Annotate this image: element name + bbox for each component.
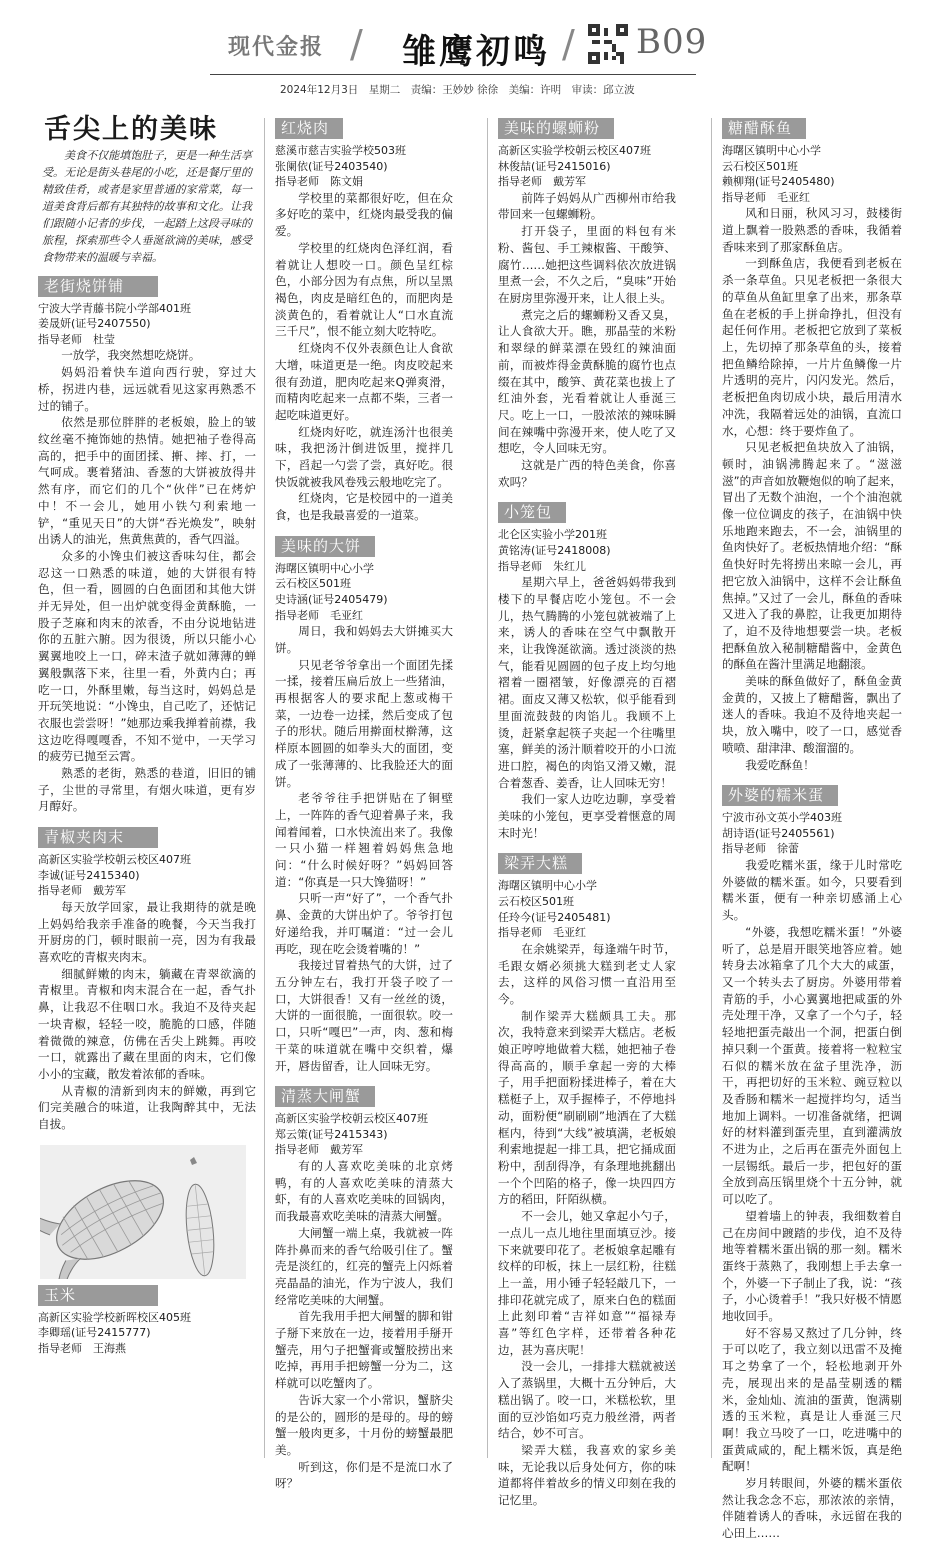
article <box>275 118 453 524</box>
school-name: 高新区实验学校朝云校区407班 <box>498 144 651 157</box>
feature-title: 舌尖上的美味 <box>44 114 218 145</box>
article-body <box>498 941 676 1509</box>
article-title: 美味的螺蛳粉 <box>498 118 614 139</box>
teacher-name: 指导老师 王海燕 <box>38 1341 126 1355</box>
paragraph: 打开袋子，里面的料包有米粉、酱包、手工辣椒酱、干酸笋、腐竹……她把这些调料依次放进锅里煮一会，不久之后，“臭味”开始在厨房里弥漫开来，让人很上头。 <box>498 224 676 305</box>
article-body <box>38 347 256 815</box>
paragraph: 没一会儿，一排排大糕就被送入了蒸锅里，大概十五分钟后，大糕出锅了。咬一口，米糕松软，里面的豆沙馅如巧克力般丝滑，两者结合，妙不可言。 <box>498 1359 676 1441</box>
school-name: 宁波大学青藤书院小学部401班 <box>38 301 191 315</box>
column-3 <box>498 118 676 1521</box>
column-divider <box>711 118 712 1458</box>
school-name: 高新区实验学校朝云校区407班 <box>38 853 191 867</box>
article-body <box>498 190 676 491</box>
article-body <box>275 623 453 1074</box>
paragraph: 一到酥鱼店，我便看到老板在杀一条草鱼。只见老板把一条很大的草鱼从鱼缸里拿了出来，那条草鱼在老板的手上拼命挣扎，但没有起任何作用。老板把它放到了菜板上，先切掉了那条草鱼的头，接着把鱼鳞给除掉，一片片鱼鳞像一片片透明的亮片，闪闪发光。然后，老板把鱼肉切成小块，最后用清水冲洗，我隔着远处的油锅，直流口水，心想：终于要炸鱼了。 <box>722 256 902 438</box>
article <box>38 276 256 815</box>
paragraph: 首先我用手把大闸蟹的脚和钳子掰下来放在一边，接着用手掰开蟹壳，用勺子把蟹膏或蟹胶捞出来吃掉，再用手把螃蟹一分为二，这样就可以吃蟹肉了。 <box>275 1309 453 1391</box>
author-name: 任玲今(证号2405481) <box>498 910 611 924</box>
paragraph: 岁月转眼间，外婆的糯米蛋依然让我念念不忘，那浓浓的亲情，伴随着诱人的香味，永远留在我的心田上…… <box>722 1476 902 1541</box>
paragraph: “外婆，我想吃糯米蛋！”外婆听了，总是眉开眼笑地答应着。她转身去冰箱拿了几个大大的咸蛋，又一个转头去了厨房。外婆用带着青筋的手，小心翼翼地把咸蛋的外壳处理干净，又拿了一个勺子，轻轻地把蛋壳敲出一个洞，把蛋白倒掉只剩一个蛋黄。接着将一粒粒宝石似的糯米放在盆子里洗净，沥干，再把切好的玉米粒、豌豆粒以及香肠和糯米一起搅拌均匀，适当地加上调料。一切准备就绪，把调好的材料灌到蛋壳里，直到灌满放不进为止，之后再在蛋壳外面包上一层锡纸。最后一步，把包好的蛋全放到高压锅里烧个十五分钟，就可以吃了。 <box>722 924 902 1207</box>
paragraph: 星期六早上，爸爸妈妈带我到楼下的早餐店吃小笼包。不一会儿，热气腾腾的小笼包就被端了上来，诱人的香味在空气中飘散开来，让我馋涎欲滴。透过淡淡的热气，能看见圆圆的包子皮上均匀地褶着一圈褶皱，好像漂亮的百褶裙。面皮又薄又松软，似乎能看到里面流鼓鼓的肉馅儿。我顾不上烫，赶紧拿起筷子夹起一个往嘴里塞，鲜美的汤汁顺着咬开的小口流进口腔，褐色的肉馅又滑又嫩，混合着葱香、姜香，让人回味无穷！ <box>498 575 676 790</box>
paragraph: 红烧肉，它是校园中的一道美食，也是我最喜爱的一道菜。 <box>275 491 453 523</box>
article-byline <box>38 301 256 348</box>
teacher-name: 指导老师 毛亚红 <box>498 926 586 940</box>
paragraph: 前阵子妈妈从广西柳州市给我带回来一包螺蛳粉。 <box>498 190 676 222</box>
paragraph: 大闸蟹一端上桌，我就被一阵阵扑鼻而来的香气给吸引住了。蟹壳是淡红的，红亮的蟹壳上闪烁着亮晶晶的油光，作为宁波人，我们经常吃美味的大闸蟹。 <box>275 1225 453 1307</box>
column-1 <box>38 114 256 1369</box>
paragraph: 好不容易又熬过了几分钟，终于可以吃了，我立刻以迅雷不及掩耳之势拿了一个，轻松地剥开外壳，展现出来的是晶莹剔透的糯米，金灿灿、流油的蛋黄，饱满剔透的玉米粒，真是让人垂涎三尺啊！我立马咬了一口，吃进嘴中的蛋黄咸咸的，配上糯米饭，真是绝配啊！ <box>722 1325 902 1474</box>
article-byline <box>275 561 453 623</box>
article <box>498 853 676 1508</box>
column-divider <box>487 118 488 1458</box>
column-2 <box>275 118 453 1504</box>
article <box>498 118 676 490</box>
author-name: 林俊喆(证号2415016) <box>498 159 611 173</box>
article <box>38 1285 256 1357</box>
school-name: 高新区实验学校新晖校区405班 <box>38 1310 191 1324</box>
article-body <box>275 1158 453 1492</box>
teacher-name: 指导老师 戴芳军 <box>498 175 586 189</box>
school-name: 高新区实验学校朝云校区407班 <box>275 1112 428 1126</box>
article-byline <box>722 810 902 857</box>
author-name: 黄铭涛(证号2418008) <box>498 544 611 558</box>
school-name: 海曙区镇明中心小学 云石校区501班 <box>498 879 597 909</box>
teacher-name: 指导老师 毛亚红 <box>722 190 810 204</box>
paragraph: 红烧肉好吃，就连汤汁也很美味，我把汤汁倒进饭里，搅拌几下，舀起一勺尝了尝，真好吃。很快饭就被我风卷残云般地吃完了。 <box>275 424 453 489</box>
paragraph: 有的人喜欢吃美味的北京烤鸭，有的人喜欢吃美味的清蒸大虾，有的人喜欢吃美味的回锅肉，而我最喜欢吃美味的清蒸大闸蟹。 <box>275 1158 453 1224</box>
corn-sketch-image <box>40 1145 246 1279</box>
author-name: 姜晟妍(证号2407550) <box>38 317 151 331</box>
author-name: 李卿瑶(证号2415777) <box>38 1326 151 1340</box>
article-title: 老街烧饼铺 <box>38 276 158 297</box>
article-body <box>722 205 902 773</box>
article-byline <box>498 143 676 190</box>
paragraph: 告诉大家一个小常识，蟹脐尖的是公的，圆形的是母的。母的螃蟹一般肉更多，十月份的螃蟹最肥美。 <box>275 1392 453 1457</box>
paragraph: 只见老板把鱼块放入了油锅，顿时，油锅沸腾起来了。“滋滋滋”的声音如放鞭炮似的响了起来，冒出了无数个油泡，一个个油泡就像一位位调皮的孩子，在油锅中快乐地跑来跑去，不一会，油锅里的鱼肉快好了。老板热情地介绍：“酥鱼快好时先将捞出来晾一会儿，再把它放入油锅中，这样不会让酥鱼焦掉。”又过了一会儿，酥鱼的香味又进入了我的鼻腔，让我更加期待了，迫不及待地想要尝一块。老板把酥鱼放入秘制糖醋酱中，金黄色的酥鱼在酱汁里满足地翻滚。 <box>722 440 902 672</box>
teacher-name: 指导老师 陈文娟 <box>275 175 363 189</box>
paragraph: 梁弄大糕，我喜欢的家乡美味，无论我以后身处何方，你的味道都将伴着故乡的情义印刻在我的记忆里。 <box>498 1442 676 1508</box>
divider-slash: / <box>562 22 575 66</box>
article-title: 玉米 <box>38 1285 158 1306</box>
article <box>275 536 453 1074</box>
school-name: 海曙区镇明中心小学 云石校区501班 <box>275 561 374 591</box>
paragraph: 望着墙上的钟表，我细数着自己在房间中踱踏的步伐，迫不及待地等着糯米蛋出锅的那一刻。糯米蛋终于蒸熟了，我刚想上手去拿一个，外婆一下子制止了我，说：“孩子，小心烫着手！”我只好极不情愿地收回手。 <box>722 1208 902 1324</box>
article-title: 梁弄大糕 <box>498 853 582 874</box>
article-body <box>275 190 453 524</box>
paragraph: 依然是那位胖胖的老板娘，脸上的皱纹丝毫不掩饰她的热情。她把袖子卷得高高的，把手中的面团揉、搟、摔、打，一气呵成。裹着猪油、香葱的大饼被放得井然有序，而它们的几个“伙伴”已在烤炉中！不一会儿，她用小铁勺利索地一铲，“重见天日”的大饼“吞光焕发”，映射出诱人的油光，焦黄焦黄的，香气四溢。 <box>38 415 256 547</box>
article <box>38 827 256 1133</box>
article-title: 清蒸大闸蟹 <box>275 1086 375 1107</box>
feature-intro: 美食不仅能填饱肚子，更是一种生活享受。无论是街头巷尾的小吃，还是餐厅里的精致佳肴，或者是家里普通的家常菜，每一道美食背后都有其独特的故事和文化。让我们跟随小记者的步伐，一起踏上这段寻味的旅程，探索那些令人垂涎欲滴的美味，感受食物带来的温暖与幸福。 <box>42 148 252 264</box>
article-byline <box>275 143 453 190</box>
article-body <box>722 857 902 1542</box>
paragraph: 不一会儿，她又拿起小勺子，一点儿一点儿地往里面填豆沙。接下来就要印花了。老板娘拿起雕有纹样的印板，抹上一层红粉，往糕上一盖，用小锤子轻轻敲几下，一排印花就完成了，原来白色的糕面上此刻印着“吉祥如意”“福禄寿喜”等红色字样，还带着各种花边，甚为喜庆呢！ <box>498 1209 676 1357</box>
header-rule <box>210 74 696 75</box>
article-title: 外婆的糯米蛋 <box>722 785 838 806</box>
paragraph: 我爱吃糯米蛋，缘于儿时常吃外婆做的糯米蛋。如今，只要看到糯米蛋，便有一种亲切感涌上心头。 <box>722 858 902 923</box>
paragraph: 只听一声“好了”，一个香气扑鼻、金黄的大饼出炉了。爷爷打包好递给我，并叮嘱道：“过一会儿再吃，现在吃会烫着嘴的！” <box>275 891 453 956</box>
paragraph: 制作梁弄大糕颇具工夫。那次，我特意来到梁弄大糕店。老板娘正哼哼地做着大糕，她把袖子卷得高高的，顺手拿起一旁的大棒子，用手把面粉揉进棒子，着在大糕梃子上，双手握棒子，不停地抖动，面粉便“刷刷刷”地洒在了大糕框内，待到“大线”被填满，老板娘利索地提起一排工具，把它捅成面粉中，刮刮得净，有条理地挑翻出一个个凹陷的格子，像一块四四方方的稻田，阡陌纵横。 <box>498 1008 676 1207</box>
newspaper-brand: 现代金报 <box>228 34 325 60</box>
author-name: 李诚(证号2415340) <box>38 868 140 882</box>
paragraph: 一放学，我突然想吃烧饼。 <box>61 348 201 363</box>
article-byline <box>498 527 676 574</box>
paragraph: 煮完之后的螺蛳粉又香又臭，让人食欲大开。瞧，那晶莹的米粉和翠绿的鲜菜漂在毁红的辣油面前，而被炸得金黄酥脆的腐竹也点缀在其中，酸笋、黄花菜也拔上了红油外套，光看着就让人垂涎三尺。吃上一口，一股浓浓的辣味瞬间在辣嘴中弥漫开来，使人吃了又想吃，令人回味无穷。 <box>498 307 676 456</box>
author-name: 史诗涵(证号2405479) <box>275 593 388 607</box>
paragraph: 美味的酥鱼做好了，酥鱼金黄金黄的，又披上了糖醋酱，飘出了迷人的香味。我迫不及待地夹起一块，放入嘴中，咬了一口，感觉香喷喷、甜津津、酸溜溜的。 <box>722 674 902 755</box>
paragraph: 我爱吃酥鱼！ <box>745 757 815 772</box>
paragraph: 从青椒的清新到肉末的鲜嫩，再到它们完美融合的味道，让我陶醉其中，无法自拔。 <box>38 1083 256 1132</box>
article-body <box>498 574 676 841</box>
article-title: 糖醋酥鱼 <box>722 118 806 139</box>
article-byline <box>722 143 902 205</box>
paragraph: 我们一家人边吃边聊，享受着美味的小笼包，更享受着惬意的周末时光！ <box>498 792 676 840</box>
article <box>722 118 902 773</box>
paragraph: 在余姚梁弄，每逢端午时节，毛跟女婿必须挑大糕到老丈人家去，这样的风俗习惯一直沿用至今。 <box>498 941 676 1006</box>
article-title: 青椒夹肉末 <box>38 827 158 848</box>
author-name: 张阑依(证号2403540) <box>275 159 388 173</box>
paragraph: 老爷爷往手把饼贴在了铜壁上，一阵阵的香气迎着鼻子来，我闻着闻着，口水快流出来了。我像一只小猫一样翘着妈妈焦急地问：“什么时候好呀？”妈妈回答道：“你真是一只大馋猫呀！” <box>275 791 453 889</box>
teacher-name: 指导老师 杜莹 <box>38 332 115 346</box>
paragraph: 周日，我和妈妈去大饼摊买大饼。 <box>275 624 453 655</box>
qr-code-icon <box>588 24 628 64</box>
paragraph: 学校里的菜都很好吃，但在众多好吃的菜中，红烧肉最受我的偏爱。 <box>275 190 453 239</box>
paragraph: 风和日丽，秋风习习，鼓楼街道上飘着一股熟悉的香味，我循着香味来到了那家酥鱼店。 <box>722 206 902 254</box>
paragraph: 细腻鲜嫩的肉末，躺藏在青翠欲滴的青椒里。青椒和肉末混合在一起，香气扑鼻，让我忍不住咽口水。我迫不及待夹起一块青椒，轻轻一咬，脆脆的口感，伴随着微微的辣意，仿佛在舌尖上跳舞。再咬一口，就露出了藏在里面的肉末，它们像小小的宝藏，散发着浓郁的香味。 <box>38 966 256 1081</box>
paragraph: 只见老爷爷拿出一个面团先揉一揉，接着压扁后放上一些猪油，再根据客人的要求配上葱或梅干菜，一边卷一边揉，然后变成了包子的形状。随后用擀面杖擀薄，这样原本圆圆的如拳头大的面团，变成了一张薄薄的、比我脸还大的面饼。 <box>275 657 453 789</box>
author-name: 赖柳翔(证号2405480) <box>722 175 835 189</box>
article-byline <box>38 1310 256 1357</box>
column-divider <box>264 118 265 1458</box>
teacher-name: 指导老师 戴芳军 <box>38 884 126 898</box>
article-byline <box>38 852 256 899</box>
article-title: 美味的大饼 <box>275 536 375 557</box>
school-name: 宁波市孙文英小学403班 <box>722 811 842 825</box>
teacher-name: 指导老师 毛亚红 <box>275 608 363 622</box>
issue-meta: 2024年12月3日 星期二 责编：王妙妙 徐徐 美编：许明 审读：邱立波 <box>280 84 635 96</box>
article-title: 小笼包 <box>498 502 566 523</box>
corn-drawing <box>40 1145 246 1279</box>
author-name: 胡诗语(证号2405561) <box>722 826 835 840</box>
article-body <box>38 899 256 1133</box>
article-byline <box>275 1111 453 1158</box>
paragraph: 众多的小馋虫们被这香味勾住，都会忍这一口熟悉的味道，她的大饼很有特色，但一看，圆圆的白色面团和其他大饼并无异处，但一出炉就变得金黄酥脆，一股子芝麻和肉末的浓香，不由分说地钻进你的五脏六腑。因为很烫，所以只能小心翼翼地咬上一口，碎末渣子就如薄薄的蝉翼般飘落下来，往里一看，外黄内白；再吃一口，外酥里嫩，每当这时，妈妈总是开玩笑地说：“小馋虫，自己吃了，还惦记衣服也尝尝呀！”她那边乘我掸着前襟，我这边吃得嘎嘎香，不知不觉中，一天学习的疲劳已抛至云霄。 <box>38 548 256 764</box>
school-name: 慈溪市慈吉实验学校503班 <box>275 144 406 157</box>
paragraph: 红烧肉不仅外表颜色让人食欲大增，味道更是一绝。肉皮咬起来很有劲道，肥肉吃起来Q弹爽滑，而精肉吃起来一点都不柴，三者一起吃味道更好。 <box>275 341 453 422</box>
paragraph: 熟悉的老街，熟悉的巷道，旧旧的铺子，尘世的寻常里，有烟火味道，更有岁月醇好。 <box>38 766 256 814</box>
teacher-name: 指导老师 戴芳军 <box>275 1143 363 1157</box>
masthead <box>0 0 934 96</box>
paragraph: 我接过冒着热气的大饼，过了五分钟左右，我打开袋子咬了一口，大饼很香！又有一丝丝的烫，大饼的一面很脆，一面很软。咬一口，只听“嘎巴”一声，肉、葱和梅干菜的味道就在嘴中交织着，爆开，唇齿留香，让人回味无穷。 <box>275 958 453 1073</box>
school-name: 北仑区实验小学201班 <box>498 528 607 542</box>
article <box>275 1086 453 1492</box>
school-name: 海曙区镇明中心小学 云石校区501班 <box>722 144 821 173</box>
divider-slash: / <box>350 22 363 66</box>
teacher-name: 指导老师 朱红儿 <box>498 559 586 573</box>
paragraph: 学校里的红烧肉色泽红润，看着就让人想咬一口。颜色呈红棕色，小部分因为有点焦，所以呈黑褐色，肉皮是暗红色的，而肥肉是淡黄色的，看着就让人“口水直流三千尺”，恨不能立刻大吃特吃。 <box>275 240 453 339</box>
article <box>498 502 676 841</box>
paragraph: 这就是广西的特色美食，你喜欢吗？ <box>498 458 676 489</box>
author-name: 郑云策(证号2415343) <box>275 1127 388 1141</box>
page-number: B09 <box>636 22 708 62</box>
article-byline <box>498 878 676 940</box>
section-title: 雏鹰初鸣 <box>402 32 550 72</box>
article <box>722 785 902 1542</box>
column-4 <box>722 118 902 1554</box>
paragraph: 每天放学回家，最让我期待的就是晚上妈妈给我亲手准备的晚餐，今天当我打开厨房的门，顿时眼前一亮，因为有我最喜欢吃的青椒夹肉末。 <box>38 899 256 965</box>
teacher-name: 指导老师 徐蕾 <box>722 842 799 856</box>
paragraph: 听到这，你们是不是流口水了呀？ <box>275 1459 453 1491</box>
paragraph: 妈妈沿着快车道向西行驶，穿过大桥，拐进内巷，远远就看见这家再熟悉不过的铺子。 <box>38 365 256 413</box>
article-title: 红烧肉 <box>275 118 343 139</box>
